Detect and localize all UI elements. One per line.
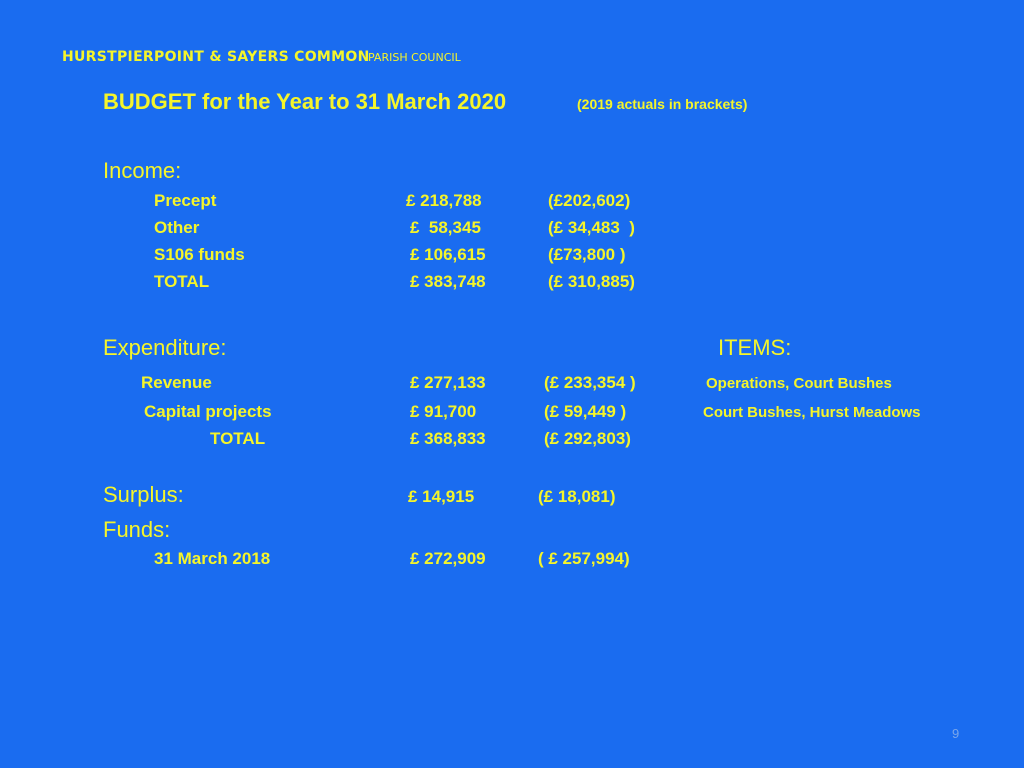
funds-label: 31 March 2018 [154,549,271,568]
page-title: BUDGET for the Year to 31 March 2020 [103,89,507,114]
page-number: 9 [952,726,960,741]
expenditure-label: Revenue [141,373,212,392]
income-total-label: TOTAL [154,272,210,291]
surplus-budget: £ 14,915 [408,487,475,506]
expenditure-actual: (£ 233,354 ) [544,373,636,392]
income-label: S106 funds [154,245,245,264]
income-total-actual: (£ 310,885) [548,272,635,291]
income-actual: (£73,800 ) [548,245,626,264]
income-label: Precept [154,191,217,210]
income-budget: £ 58,345 [410,218,481,237]
funds-actual: ( £ 257,994) [538,549,630,568]
income-total-budget: £ 383,748 [410,272,486,291]
surplus-actual: (£ 18,081) [538,487,616,506]
org-subtitle: PARISH COUNCIL [368,51,461,64]
funds-budget: £ 272,909 [410,549,486,568]
expenditure-budget: £ 91,700 [410,402,477,421]
income-label: Other [154,218,200,237]
surplus-heading: Surplus: [103,482,184,507]
expenditure-total-actual: (£ 292,803) [544,429,631,448]
expenditure-total-label: TOTAL [210,429,266,448]
title-note: (2019 actuals in brackets) [577,96,748,112]
expenditure-total-budget: £ 368,833 [410,429,486,448]
expenditure-items: Court Bushes, Hurst Meadows [703,404,921,421]
expenditure-heading: Expenditure: [103,335,227,360]
items-heading: ITEMS: [718,335,792,360]
expenditure-items: Operations, Court Bushes [706,375,892,392]
income-budget: £ 218,788 [406,191,482,210]
expenditure-budget: £ 277,133 [410,373,486,392]
income-actual: (£202,602) [548,191,631,210]
income-budget: £ 106,615 [410,245,486,264]
income-heading: Income: [103,158,182,183]
funds-heading: Funds: [103,517,171,542]
org-name: HURSTPIERPOINT & SAYERS COMMON [62,49,370,65]
income-actual: (£ 34,483 ) [548,218,635,237]
expenditure-label: Capital projects [144,402,272,421]
expenditure-actual: (£ 59,449 ) [544,402,627,421]
